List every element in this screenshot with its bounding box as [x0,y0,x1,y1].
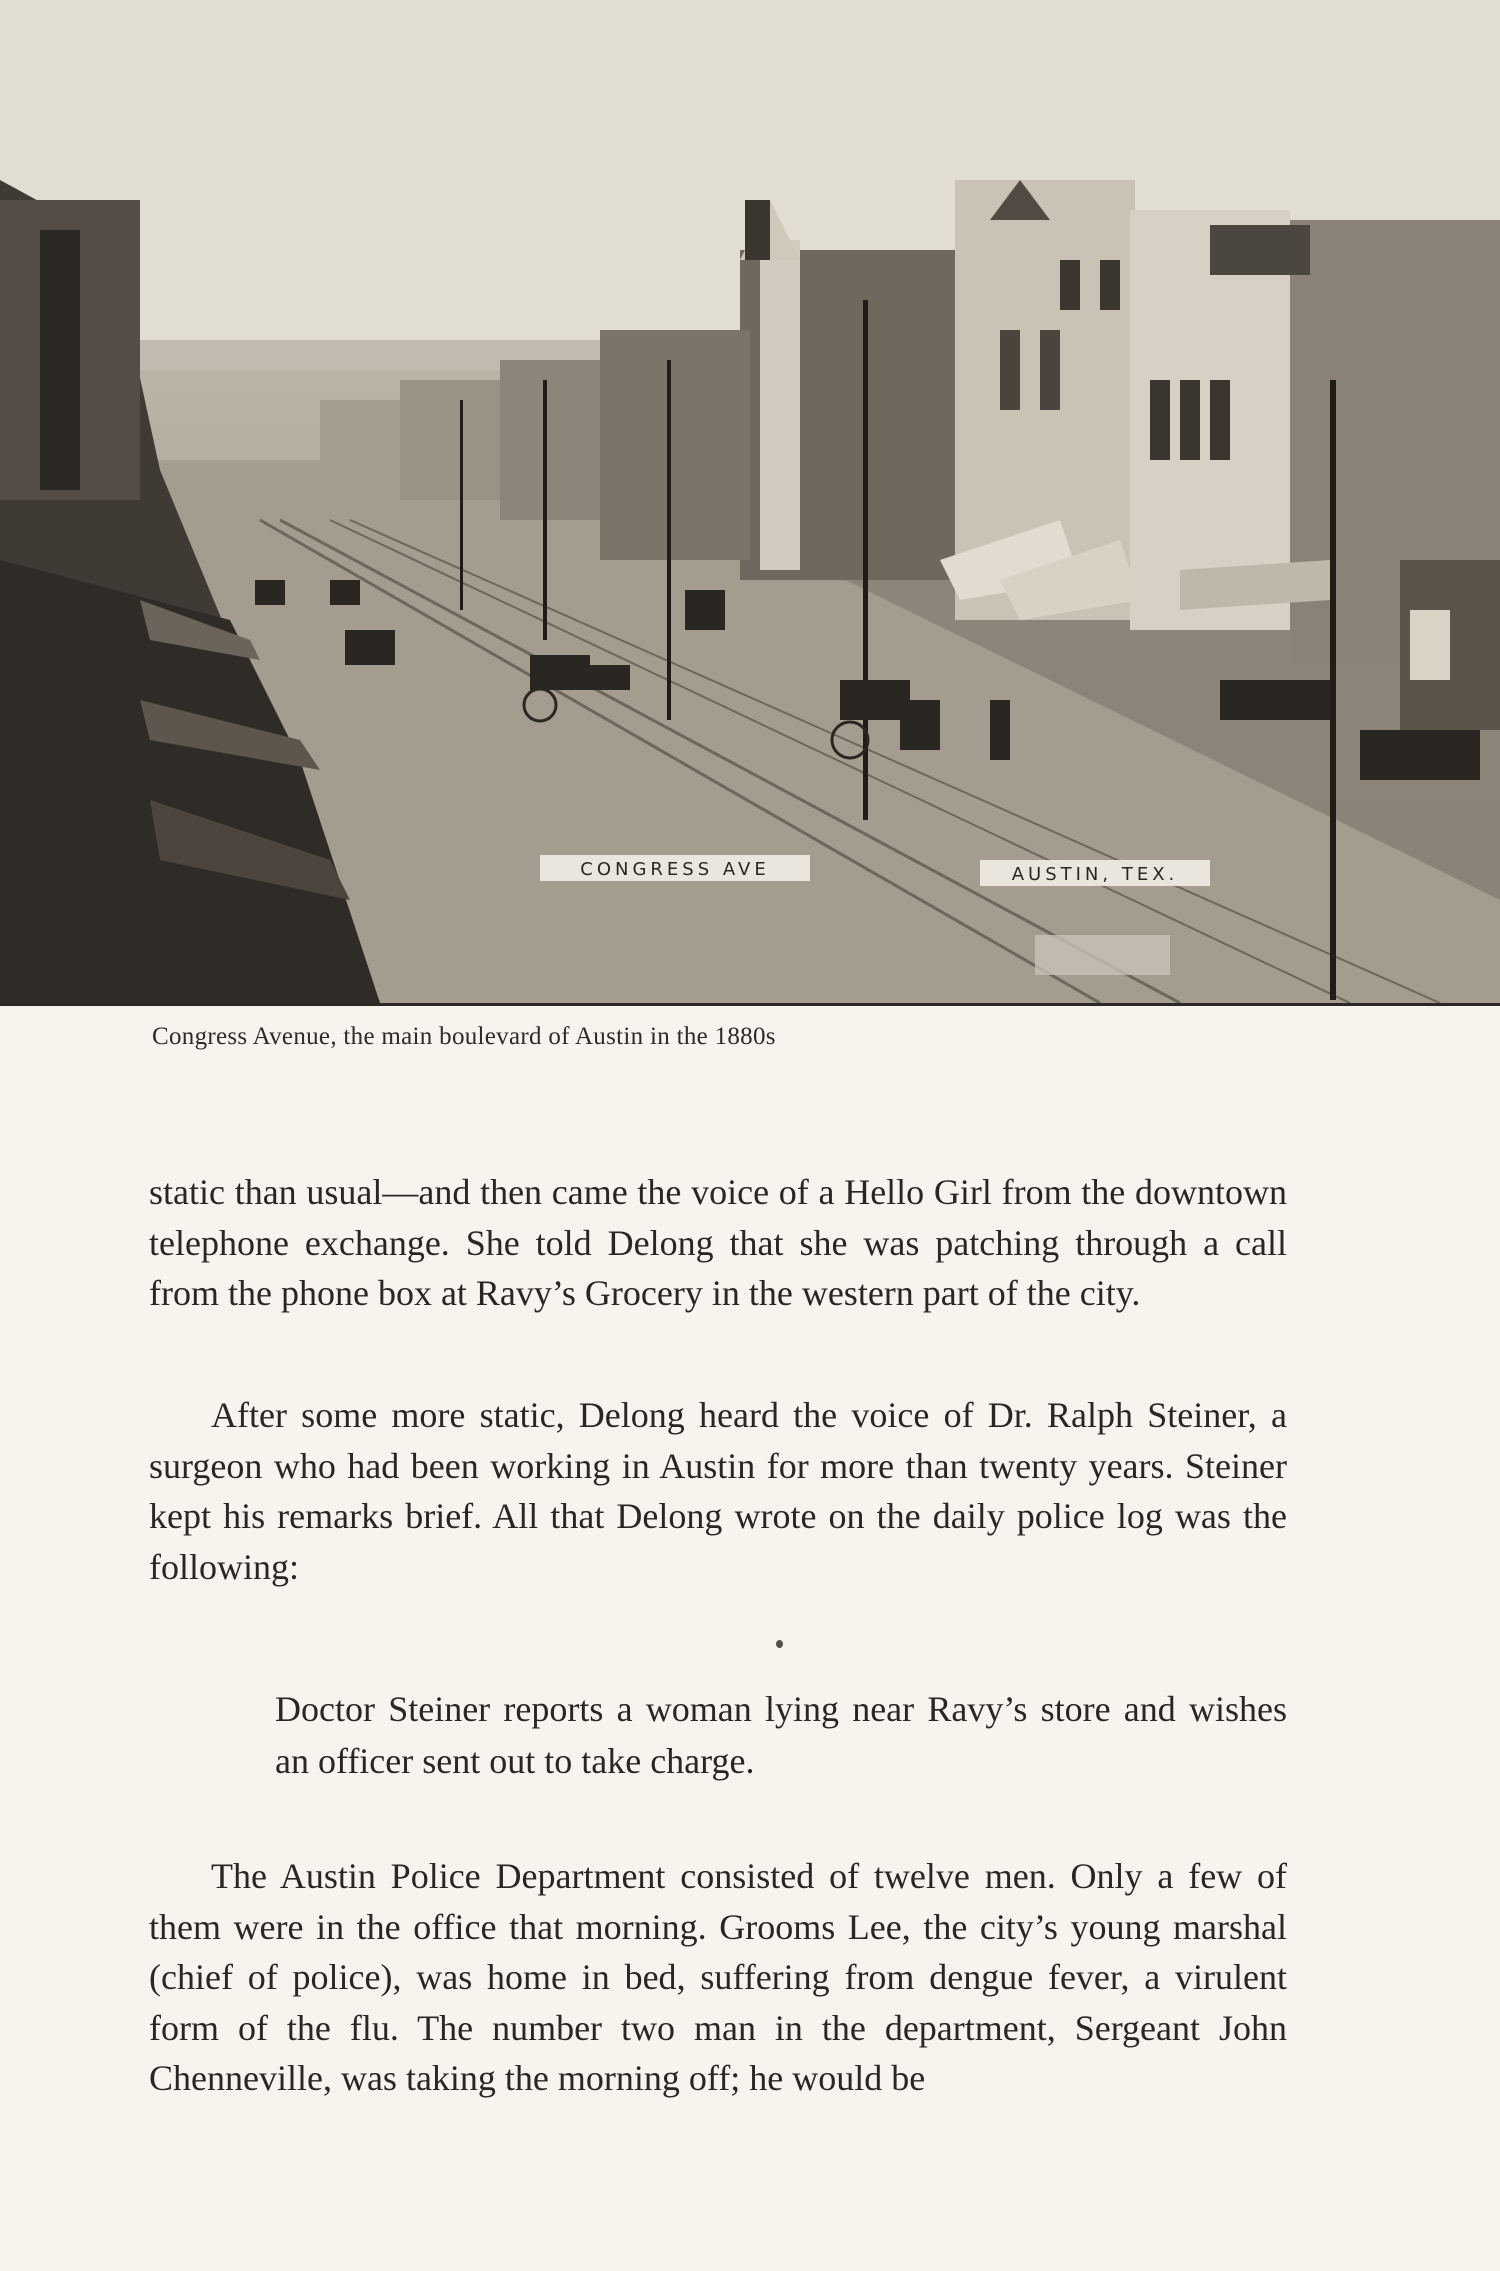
photo-caption: Congress Avenue, the main boulevard of Austin in the 1880s [152,1023,776,1050]
body-paragraph-2: After some more static, Delong heard the voice of Dr. Ralph Steiner, a surgeon who had been working in Austin for more than twenty years. Steiner kept his remarks brief. All that Delong wrote on the daily police log was the following: [149,1395,1287,1587]
street-photograph-drawing [0,0,1500,1003]
body-paragraph-1: static than usual—and then came the voice of a Hello Girl from the downtown telephone exchange. She told Delong that she was patching through a call from the phone box at Ravy’s Grocery in the western part of the city. [149,1172,1287,1313]
sign-left-text: CONGRESS AVE [580,859,770,880]
street-photograph [0,0,1500,1003]
body-paragraph-3: The Austin Police Department consisted of twelve men. Only a few of them were in the office that morning. Grooms Lee, the city’s young marshal (chief of police), was home in bed, suffering from dengue fever, a virulent form of the flu. The number two man in the department, Sergeant John Chenneville, was taking the morning off; he would be [149,1856,1287,2098]
photo-bottom-rule [0,1003,1500,1006]
block-quote: Doctor Steiner reports a woman lying near Ravy’s store and wishes an officer sent out to take charge. [275,1689,1287,1781]
section-mark [776,1640,783,1648]
sign-right-text: AUSTIN, TEX. [1011,864,1179,885]
